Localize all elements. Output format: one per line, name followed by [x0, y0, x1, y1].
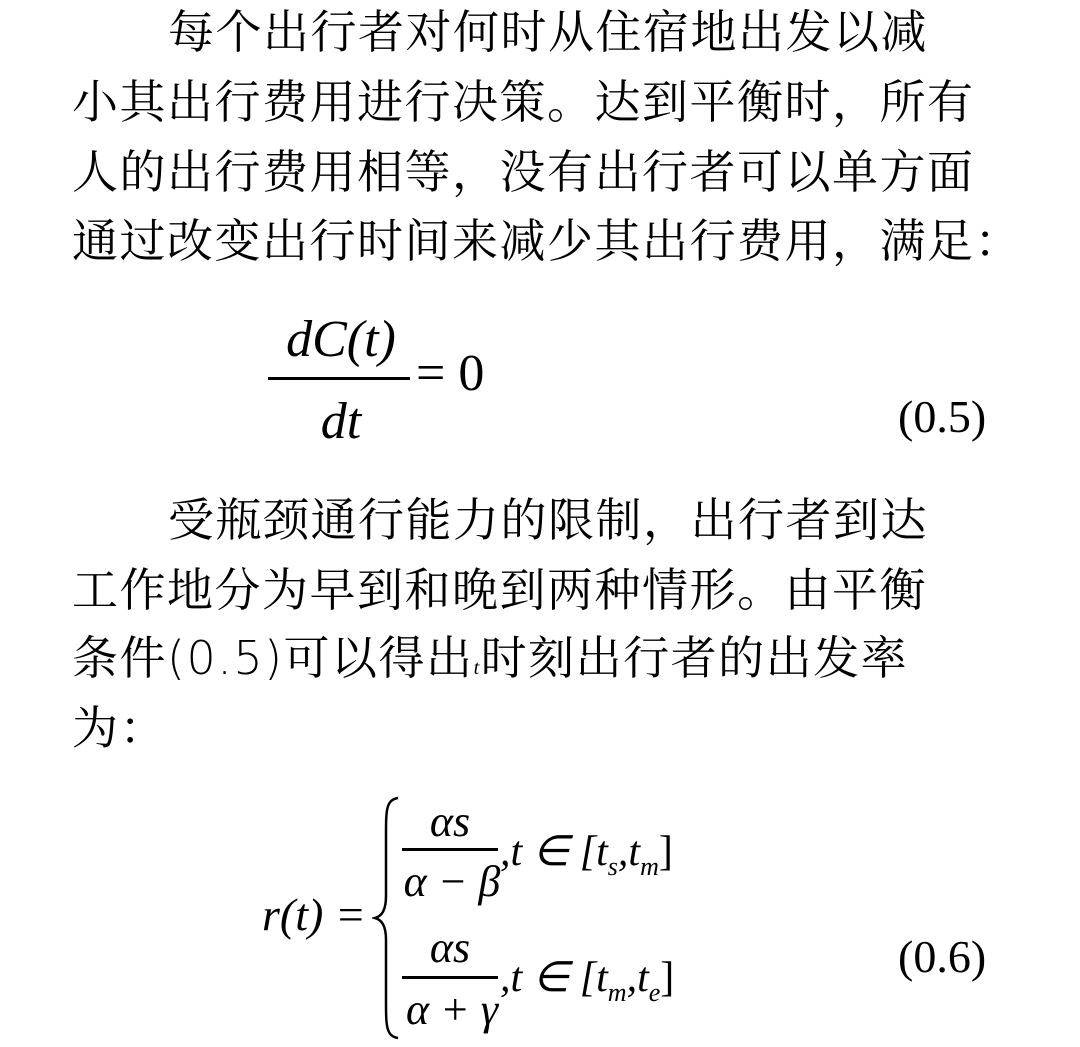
paragraph2-line3-part2: 时刻出行者的出发率 — [480, 631, 909, 685]
paragraph1-line2: 小其出行费用进行决策。达到平衡时，所有 — [72, 75, 975, 129]
paragraph2-line4: 为： — [72, 701, 167, 755]
paragraph2-line2: 工作地分为早到和晚到两种情形。由平衡 — [72, 563, 927, 617]
eq06-lhs: r(t) = — [262, 889, 366, 940]
case2-sub1: m — [607, 978, 627, 1007]
eq06-case1-numerator: αs — [429, 797, 471, 846]
eq06-case1-condition — [500, 826, 673, 882]
eq06-case2-numerator: αs — [429, 923, 471, 972]
eq06-case2-denominator: α + γ — [405, 985, 499, 1034]
paragraph1-line3: 人的出行费用相等，没有出行者可以单方面 — [72, 145, 975, 199]
case2-close: ] — [660, 955, 675, 1001]
eq05-number: (0.5) — [898, 391, 987, 442]
case1-close: ] — [658, 829, 673, 875]
eq05-rhs: = 0 — [416, 345, 485, 402]
case2-mid: ,t — [626, 955, 649, 1001]
eq05-denominator: dt — [320, 393, 362, 450]
paragraph2-line3 — [72, 628, 908, 698]
eq06-number: (0.6) — [898, 931, 987, 982]
case1-mid: ,t — [617, 829, 641, 875]
inline-variable-t: t — [473, 657, 481, 679]
eq05-numerator: dC(t) — [286, 311, 396, 368]
eq06-case1-denominator: α − β — [403, 857, 501, 906]
paragraph1-line4: 通过改变出行时间来减少其出行费用，满足： — [72, 214, 1022, 268]
case2-cond-prefix: ,t ∈ [t — [500, 955, 608, 1001]
case1-sub1: s — [607, 852, 618, 881]
eq06-case1-bar — [402, 848, 498, 851]
eq06-case2-condition — [500, 952, 674, 1008]
left-brace-icon — [372, 796, 402, 1040]
case1-sub2: m — [640, 852, 659, 881]
case1-cond-prefix: ,t ∈ [t — [500, 829, 608, 875]
paragraph2-line1: 受瓶颈通行能力的限制，出行者到达 — [168, 493, 928, 547]
paragraph2-line3-part1: 条件(0.5)可以得出 — [72, 631, 474, 685]
eq06-case2-bar — [402, 976, 498, 979]
paragraph1-line1: 每个出行者对何时从住宿地出发以减 — [168, 5, 928, 59]
eq05-fraction-bar — [268, 377, 410, 380]
case2-sub2: e — [648, 978, 661, 1007]
